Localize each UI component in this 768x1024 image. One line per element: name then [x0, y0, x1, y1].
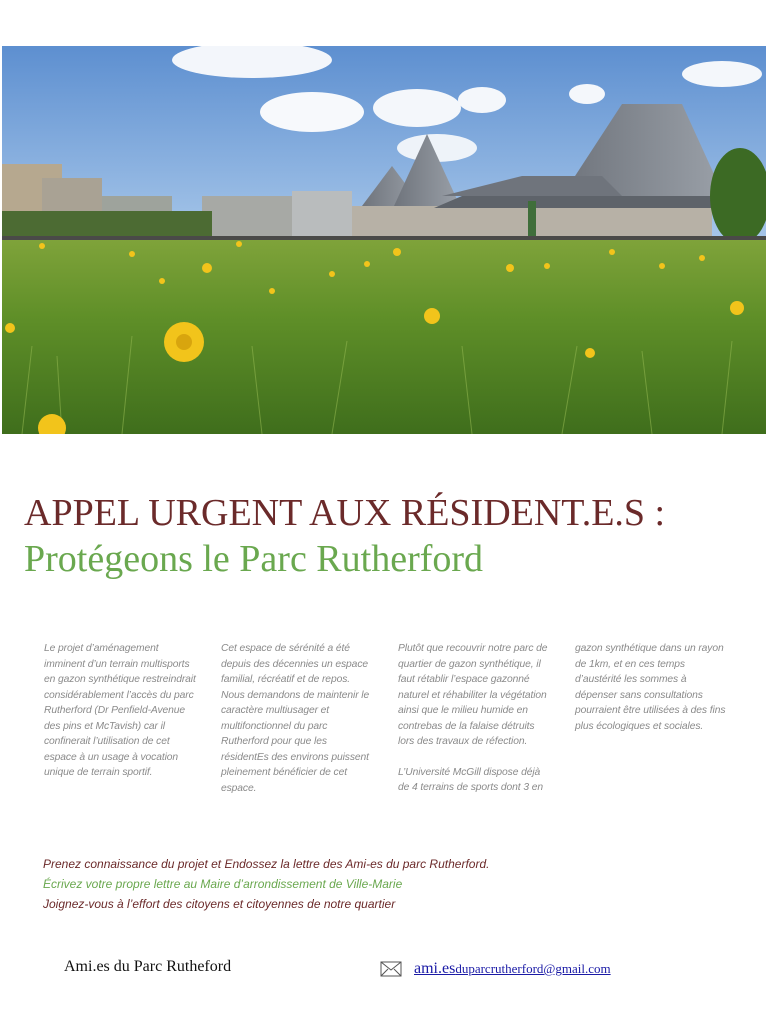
hero-photo: [2, 46, 766, 434]
calls-to-action: [43, 854, 743, 914]
call-endorse-letter: Prenez connaissance du projet et Endossez la lettre des Ami-es du parc Rutherford.: [43, 857, 490, 871]
email-prefix: ami.es: [414, 960, 456, 977]
park-landscape-image: [2, 46, 766, 434]
column-4: [575, 641, 730, 811]
email-link[interactable]: [414, 960, 611, 978]
headline-protect-park: Protégeons le Parc Rutherford: [24, 538, 484, 580]
organization-name: Ami.es du Parc Rutheford: [64, 958, 232, 975]
column-4-paragraph-1: gazon synthétique dans un rayon de 1km, et en ces temps d’austérité les sommes à dépenser sans consultations pourraient être utilisées à des fins plus écologiques et sociales.: [575, 643, 726, 732]
body-columns: [44, 641, 734, 811]
email-contact: [380, 960, 611, 978]
call-write-mayor: Écrivez votre propre lettre au Maire d’arrondissement de Ville-Marie: [43, 877, 403, 891]
call-join-effort: Joignez-vous à l’effort des citoyens et citoyennes de notre quartier: [43, 897, 396, 911]
email-rest: duparcrutherford@gmail.com: [455, 961, 611, 976]
column-1: [44, 641, 199, 811]
headline-urgent-call: APPEL URGENT AUX RÉSIDENT.E.S :: [24, 492, 666, 534]
envelope-icon: [380, 961, 402, 977]
column-2: [221, 641, 376, 811]
headline: [24, 490, 754, 582]
column-3-paragraph-1: Plutôt que recouvrir notre parc de quartier de gazon synthétique, il faut rétablir l’espace gazonné naturel et réhabiliter la végétation ainsi que le milieu humide en contrebas de la falaise détruits lors des travaux de réfection.: [398, 643, 548, 747]
column-3: [398, 641, 553, 811]
column-3-paragraph-2: L’Université McGill dispose déjà de 4 terrains de sports dont 3 en: [398, 766, 543, 793]
column-1-paragraph-1: Le projet d’aménagement imminent d’un terrain multisports en gazon synthétique restreindrait considérablement l’accès du parc Rutherford (Dr Penfield-Avenue des pins et McTavish) car il confinerait l’utilisation de cet espace à un usage à vocation unique de terrain sportif.: [44, 643, 196, 778]
column-2-paragraph-1: Cet espace de sérénité a été depuis des décennies un espace familial, récréatif et de repos. Nous demandons de maintenir le caractère multiusager et multifonctionnel du parc Rutherford pour que les résidentEs des environs puissent pleinement bénéficier de cet espace.: [221, 643, 370, 794]
